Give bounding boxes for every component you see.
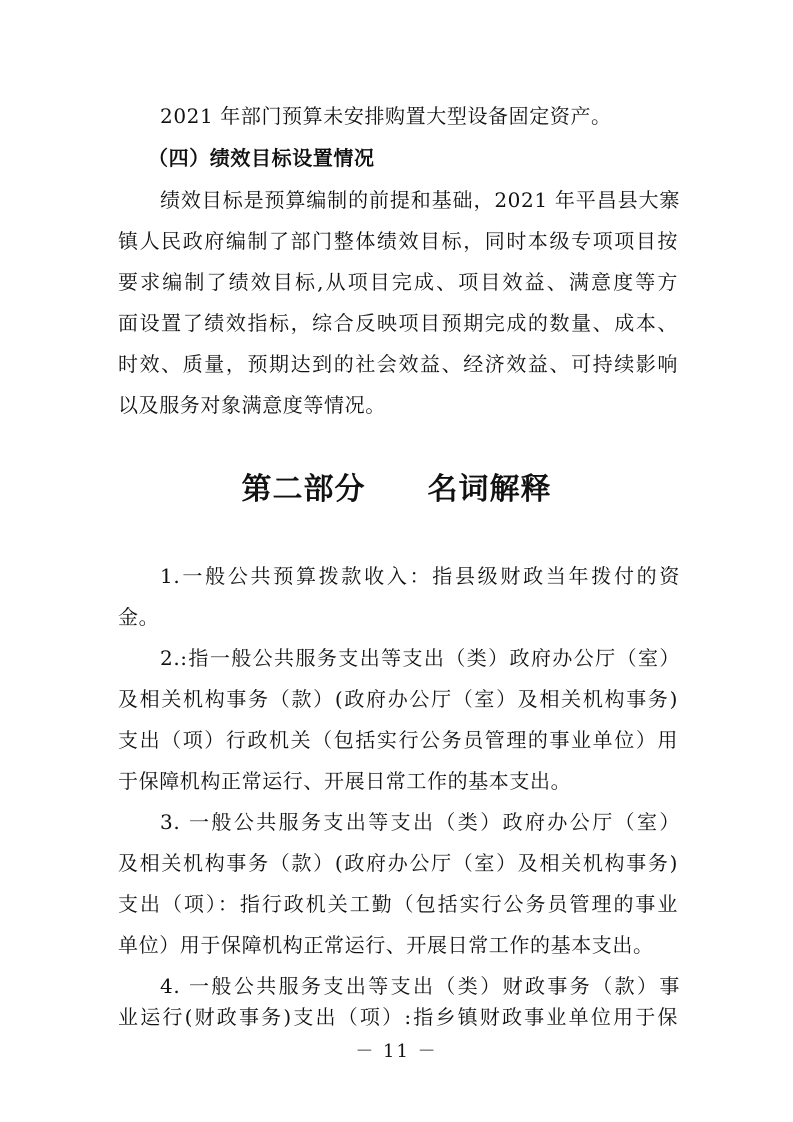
body-line: 面设置了绩效指标，综合反映项目预期完成的数量、成本、 [118, 311, 678, 335]
body-line: 以及服务对象满意度等情况。 [118, 393, 386, 417]
body-line: 时效、质量，预期达到的社会效益、经济效益、可持续影响 [118, 352, 678, 376]
body-line: 要求编制了绩效目标,从项目完成、项目效益、满意度等方 [118, 270, 678, 294]
body-line: 2.:指一般公共服务支出等支出（类）政府办公厅（室） [160, 646, 680, 670]
body-line: 镇人民政府编制了部门整体绩效目标，同时本级专项项目按 [118, 229, 678, 253]
body-line: 4. 一般公共服务支出等支出（类）财政事务（款）事 [160, 974, 680, 998]
body-line: 绩效目标是预算编制的前提和基础，2021 年平昌县大寨 [160, 188, 680, 212]
body-line: 金。 [118, 605, 160, 629]
body-line: 3. 一般公共服务支出等支出（类）政府办公厅（室） [160, 810, 680, 834]
body-line: 于保障机构正常运行、开展日常工作的基本支出。 [118, 769, 572, 793]
body-line: 2021 年部门预算未安排购置大型设备固定资产。 [160, 104, 612, 128]
body-line: 支出（项）：指行政机关工勤（包括实行公务员管理的事业 [118, 892, 678, 916]
body-line: 单位）用于保障机构正常运行、开展日常工作的基本支出。 [118, 933, 654, 957]
section-heading: （四）绩效目标设置情况 [148, 146, 375, 170]
page-number: － 11 － [355, 1041, 438, 1062]
body-line: 及相关机构事务（款）(政府办公厅（室）及相关机构事务) [118, 851, 678, 875]
body-line: 及相关机构事务（款）(政府办公厅（室）及相关机构事务) [118, 687, 678, 711]
part-title: 第二部分 名词解释 [241, 472, 552, 507]
body-line: 支出（项）行政机关（包括实行公务员管理的事业单位）用 [118, 728, 678, 752]
body-line: 业运行(财政事务)支出（项）:指乡镇财政事业单位用于保 [118, 1005, 678, 1029]
body-line: 1.一般公共预算拨款收入：指县级财政当年拨付的资 [160, 564, 680, 588]
